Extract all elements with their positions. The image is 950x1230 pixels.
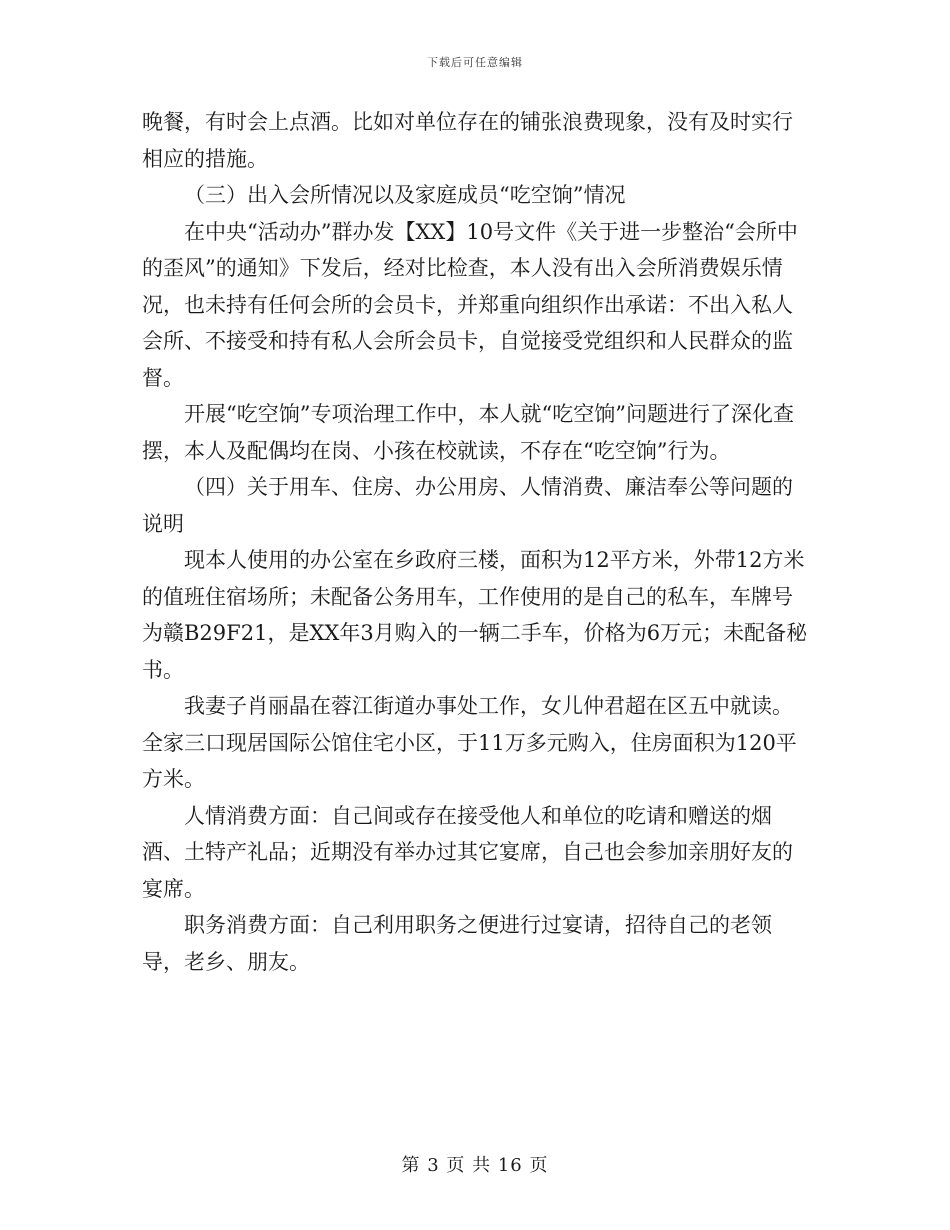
section-heading-4: （四）关于用车、住房、办公用房、人情消费、廉洁奉公等问题的说明	[142, 475, 793, 536]
paragraph-5: 我妻子肖丽晶在蓉江街道办事处工作，女儿仲君超在区五中就读。全家三口现居国际公馆住宅小区，于11万多元购入，住房面积为120平方米。	[142, 694, 797, 791]
paragraph-1: 晚餐，有时会上点酒。比如对单位存在的铺张浪费现象，没有及时实行相应的措施。	[142, 110, 793, 171]
paragraph-7: 职务消费方面：自己利用职务之便进行过宴请，招待自己的老领导，老乡、朋友。	[142, 913, 772, 974]
paragraph-3: 开展“吃空饷”专项治理工作中，本人就“吃空饷”问题进行了深化查摆，本人及配偶均在岗、小孩在校就读，不存在“吃空饷”行为。	[142, 402, 794, 463]
page-header: 下载后可任意编辑	[427, 56, 523, 69]
paragraph-2: 在中央“活动办”群办发【XX】10号文件《关于进一步整治“会所中的歪风”的通知》下发后，经对比检查，本人没有出入会所消费娱乐情况，也未持有任何会所的会员卡，并郑重向组织作出承诺：不出入私人会所、不接受和持有私人会所会员卡，自觉接受党组织和人民群众的监督。	[142, 219, 798, 390]
paragraph-6: 人情消费方面：自己间或存在接受他人和单位的吃请和赠送的烟酒、土特产礼品；近期没有举办过其它宴席，自己也会参加亲朋好友的宴席。	[142, 803, 793, 901]
paragraph-4: 现本人使用的办公室在乡政府三楼，面积为12平方米，外带12方米的值班住宿场所；未配备公务用车，工作使用的是自己的私车，车牌号为赣B29F21，是XX年3月购入的一辆二手车，价格为6万元；未配备秘书。	[142, 548, 808, 682]
document-body	[142, 104, 810, 980]
page-footer: 第 3 页 共 16 页	[401, 1155, 549, 1176]
section-heading-3: （三）出入会所情况以及家庭成员“吃空饷”情况	[184, 183, 626, 207]
